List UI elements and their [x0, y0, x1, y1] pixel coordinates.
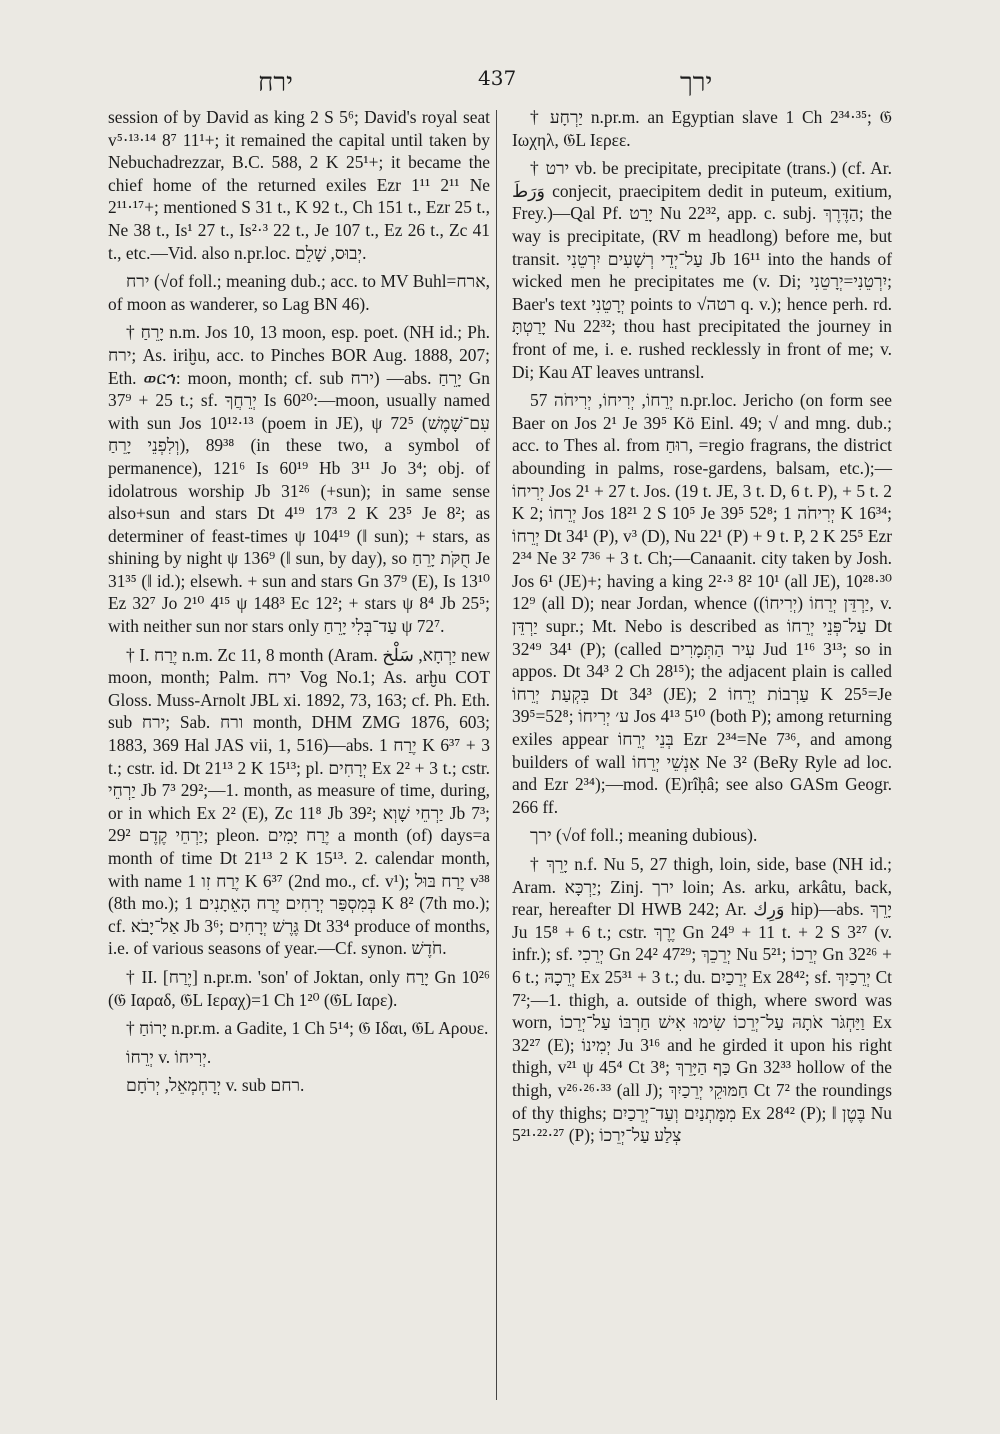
right-running-head: ירך [680, 68, 713, 98]
left-running-head: ירח [258, 68, 293, 98]
entry-yarha: † יַרְחָע n.pr.m. an Egyptian slave 1 Ch 2³⁴·³⁵; 𝔊 Ιωχηλ, 𝔊L Ιερεε. [512, 107, 893, 150]
entry-xref-yereho: יְרֵחוֹ v. יְרִיחוֹ. [126, 1046, 212, 1067]
entry-yerah-month: † I. יֶרַח n.m. Zc 11, 8 month (Aram. יַרְחָא, سَلْخ new moon, month; Palm. ירח Vog No.1; As. arḫu COT Gloss. Muss-Arnolt JBL xi. 1892, 73, 163; cf. Ph. Eth. sub ירח; Sab. ורח month, DHM ZMG 1876, 603; 1883, 369 Hal JAS vii, 1, 516)—abs. יֶרַח 1 K 6³⁷ + 3 t.; cstr. id. Dt 21¹³ 2 K 15¹³; pl. יְרָחִים Ex 2² + 3 t.; cstr. יַרְחֵי Jb 7³ 29²;—1. month, as measure of time, during, or in which Ex 2² (E), Zc 11⁸ Jb 39²; יַרְחֵי שָׁוְא Jb 7³; יַרְחֵי קֶדֶם 29²; pleon. יֶרַח יָמִים a month (of) days=a month of time Dt 21¹³ 2 K 15¹³. 2. calendar month, with name יֶרַח זִו 1 K 6³⁷ (2nd mo., cf. v¹); יֶרַח בּוּל v³⁸ (8th mo.); בְּמִסְפַּר יְרָחִים יֶרַח הָאֵתָנִים 1 K 8² (7th mo.); cf. אַל־יָבֹא Jb 3⁶; גֶּרֶשׁ יְרָחִים Dt 33⁴ produce of months, i.e. of various seasons of year.—Cf. synon. חֹדֶשׁ. [108, 644, 491, 959]
left-column [108, 106, 490, 1103]
right-column [512, 106, 892, 1153]
entry-yerah-joktan: † II. [יֶרַח] n.pr.m. 'son' of Joktan, only יָרַח Gn 10²⁶ (𝔊 Ιαραδ, 𝔊L Ιεραχ)=1 Ch 1²⁰ (𝔊L Ιαρε). [108, 966, 490, 1010]
entry-jericho: יְרֵחוֹ, יְרִיחוֹ, יְרִיחֹה 57 n.pr.loc. Jericho (on form see Baer on Jos 2¹ Je 39⁵ Kö Einl. 49; √ and mng. dub.; acc. to Thes al. from רוּחַ, =regio fragrans, the district abounding in palms, rose-gardens, balsam, etc.);—יְרִיחוֹ Jos 2¹ + 27 t. Jos. (19 t. JE, 3 t. D, 6 t. P), + 5 t. 2 K 2; יְרֵחוֹ Jos 18²¹ 2 S 10⁵ Je 39⁵ 52⁸; יְרִיחֹה 1 K 16³⁴; יְרֵחוֹ Dt 34¹ (P), v³ (D), Nu 22¹ (P) + 9 t. P, 2 K 25⁵ Ezr 2³⁴ Ne 3² 7³⁶ + 3 t. Ch;—Canaanit. city taken by Josh. Jos 6¹ (JE)+; having a king 2²·³ 8² 10¹ (all JE), 10²⁸·³⁰ 12⁹ (all D); near Jordan, whence (יַרְדֵּן יְרֵחוֹ (יְרִיחוֹ), v. יַרְדֵּן supr.; Mt. Nebo is described as עַל־פְּנֵי יְרֵחוֹ Dt 32⁴⁹ 34¹ (P); (called עִיר הַתְּמָרִים Jud 1¹⁶ 3¹³; so in appos. Dt 34³ 2 Ch 28¹⁵); the adjacent plain is called בִּקְעַת יְרֵחוֹ Dt 34³ (JE); עַרְבוֹת יְרֵחוֹ 2 K 25⁵=Je 39⁵=52⁸; ע׳ יְרִיחוֹ Jos 4¹³ 5¹⁰ (both P); among returning exiles appear בְּנֵי יְרֵחוֹ Ezr 2³⁴=Ne 7³⁶, and among builders of wall אַנְשֵׁי יְרֵחוֹ Ne 3² (BeRy Ryle ad loc. and Ezr 2³⁴);—mod. (E)rîḥâ; see also GASm Geogr. 266 ff. [512, 390, 893, 817]
entry-root-yrk: ירך (√of foll.; meaning dubious). [530, 825, 758, 846]
entry-yareah-moon: † יָרֵחַ n.m. Jos 10, 13 moon, esp. poet. (NH id.; Ph. ירח; As. iriḫu, acc. to Pinches BOR Aug. 1888, 207; Eth. ወርኅ: moon, month; cf. sub ירח) —abs. יָרֵחַ Gn 37⁹ + 25 t.; sf. יְרֵחֲךָ Is 60²⁰:—moon, usually named with sun Jos 10¹²·¹³ (poem in JE), ψ 72⁵ (עִם־שָׁמֶשׁ וְלִפְנֵי יָרֵחַ), 89³⁸ (in these two, a symbol of permanence), 121⁶ Is 60¹⁹ Hb 3¹¹ Jo 3⁴; obj. of idolatrous worship Jb 31²⁶ (+sun); in same sense also+sun and stars Dt 4¹⁹ 17³ 2 K 23⁵ Je 8²; as determiner of feast-times ψ 104¹⁹ (‖ sun); + stars, as shining by night ψ 136⁹ (‖ sun, by day), so חֻקֹּת יָרֵחַ Je 31³⁵ (‖ id.); elsewh. + sun and stars Gn 37⁹ (E), Is 13¹⁰ Ez 32⁷ Jo 2¹⁰ 4¹⁵ ψ 148³ Ec 12²; + stars ψ 8⁴ Jb 25⁵; with neither sun nor stars only עַד־בְּלִי יָרֵחַ ψ 72⁷. [108, 322, 490, 637]
page-number: 437 [478, 66, 517, 90]
column-divider [496, 110, 497, 1400]
entry-continuation: session of by David as king 2 S 5⁶; David's royal seat v⁵·¹³·¹⁴ 8⁷ 11¹+; it remained the capital until taken by Nebuchadrezzar, B.C. 588, 2 K 25¹+; it became the chief home of the returned exiles Ezr 1¹¹ 2¹¹ Ne 2¹¹·¹⁷+; mentioned S 31 t., K 92 t., Ch 151 t., Ezr 25 t., Ne 38 t., Is¹ 27 t., Is²·³ 22 t., Je 107 t., Ez 26 t., Zc 41 t., etc.—Vid. also n.pr.loc. יְבוּס, שָׁלֵם. [108, 107, 490, 263]
entry-yaroah: † יָרוֹחַ n.pr.m. a Gadite, 1 Ch 5¹⁴; 𝔊 Ιδαι, 𝔊L Αρουε. [126, 1018, 489, 1039]
entry-root-yrh: ירח (√of foll.; meaning dub.; acc. to MV Buhl=ארח, of moon as wanderer, so Lag BN 46). [108, 271, 490, 314]
entry-yrt-verb: † ירט vb. be precipitate, precipitate (trans.) (cf. Ar. وَرَطَ conjecit, praecipitem dedit in puteum, exitium, Frey.)—Qal Pf. יָרַט Nu 22³², app. c. subj. הַדֶּרֶךְ; the way is precipitate, (RV m headlong) before me, but transit. עַל־יְדֵי רְשָׁעִים יִרְטֵנִי Jb 16¹¹ into the hands of wicked men he precipitates me (v. Di; יִרְטֵנִי=יְרָטֵנִי; Baer's text יְרָטֵנִי points to √רטה q. v.); hence perh. rd. יָרַטְתָּ Nu 22³²; thou hast precipitated the journey in front of me, i. e. rushed recklessly in front of me; v. Di; Kau AT leaves untransl. [512, 158, 892, 382]
entry-xref-yerahmeel: יְרָחְמְאֵל, יְרֹחָם v. sub רחם. [126, 1075, 305, 1096]
entry-yarek-thigh: † יָרֵךְ n.f. Nu 5, 27 thigh, loin, side, base (NH id.; Aram. יַרְכָּא; Zinj. ירך loin; As. arku, arkâtu, back, rear, hereafter Dl HWB 242; Ar. وَرِك hip)—abs. יָרֵךְ Ju 15⁸ + 6 t.; cstr. יֶרֶךְ Gn 24⁹ + 11 t. + 2 S 3²⁷ (v. infr.); sf. יְרֵכִי Gn 24² 47²⁹; יְרֵכֵךְ Nu 5²¹; יְרֵכוֹ Gn 32²⁶ + 6 t.; יְרֵכָהּ Ex 25³¹ + 3 t.; du. יְרֵכַיִם Ex 28⁴²; sf. יְרֵכַיִךְ Ct 7²;—1. thigh, a. outside of thigh, where sword was worn, וַיַּחְגֹּר אֹתָהּ עַל־יְרֵכוֹ שִׂימוּ אִישׁ חַרְבּוֹ עַל־יְרֵכוֹ Ex 32²⁷ (E); יְמִינוֹ Ju 3¹⁶ and he girded it upon his right thigh, v²¹ ψ 45⁴ Ct 3⁸; כַּף הַיָּרֵךְ Gn 32³³ hollow of the thigh, v²⁶·²⁶·³³ (all J); חַמּוּקֵי יְרֵכַיִךְ Ct 7² the roundings of thy thighs; מִמָּתְנַיִם וְעַד־יְרֵכַיִם Ex 28⁴² (P); ‖ בֶּטֶן Nu 5²¹·²²·²⁷ (P); צְלַע עַל־יְרֵכוֹ [512, 854, 893, 1146]
page-header [0, 62, 1000, 102]
